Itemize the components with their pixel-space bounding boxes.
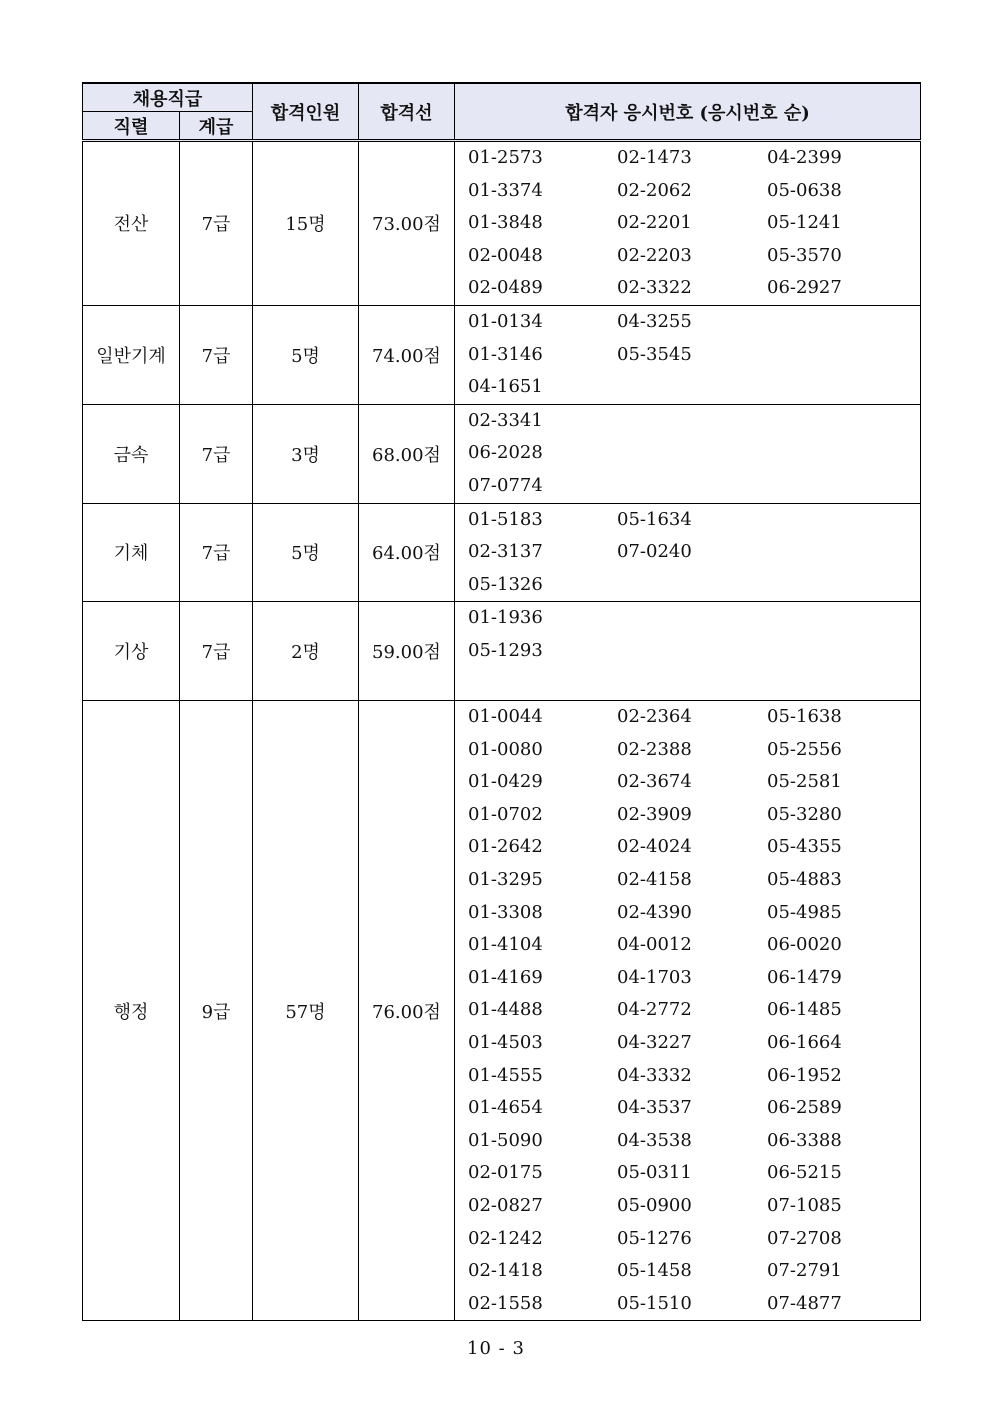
candidate-number: 02-1242 xyxy=(468,1227,543,1249)
candidate-numbers-cell xyxy=(455,602,921,701)
cutoff-cell: 68.00점 xyxy=(359,404,455,503)
candidate-number: 04-1651 xyxy=(468,376,543,398)
candidate-number: 01-0080 xyxy=(468,738,543,760)
table-row xyxy=(83,503,921,602)
candidate-number: 02-0489 xyxy=(468,277,543,299)
candidate-number: 02-0827 xyxy=(468,1195,543,1216)
candidate-number: 01-0429 xyxy=(468,771,543,793)
candidate-number xyxy=(767,668,907,701)
number-line xyxy=(455,536,920,569)
candidate-number: 02-4390 xyxy=(617,901,692,923)
candidate-number xyxy=(455,668,617,701)
job-cell: 기상 xyxy=(83,602,180,701)
candidate-number: 05-4985 xyxy=(767,901,842,923)
number-line xyxy=(455,1223,920,1256)
candidate-number: 02-4158 xyxy=(617,869,692,891)
candidate-number: 04-2399 xyxy=(767,147,842,168)
candidate-number: 05-4883 xyxy=(767,869,842,891)
candidate-number: 02-2203 xyxy=(617,244,692,266)
candidate-number: 01-4104 xyxy=(468,934,543,956)
candidate-number xyxy=(767,405,907,438)
number-line xyxy=(455,635,920,668)
candidate-number: 05-1241 xyxy=(767,212,842,234)
table-body xyxy=(83,141,921,1321)
candidate-number xyxy=(617,437,767,470)
number-line xyxy=(455,1125,920,1158)
number-line xyxy=(455,897,920,930)
candidate-number: 04-0012 xyxy=(617,934,692,956)
candidate-number: 01-4169 xyxy=(468,966,543,988)
table-row xyxy=(83,701,921,1321)
candidate-number: 05-1510 xyxy=(617,1292,692,1314)
candidate-number: 05-3570 xyxy=(767,244,842,266)
job-cell: 금속 xyxy=(83,404,180,503)
candidate-number xyxy=(617,569,767,602)
candidate-number: 02-4024 xyxy=(617,836,692,858)
candidate-number xyxy=(617,405,767,438)
candidate-number: 01-5090 xyxy=(468,1129,543,1151)
candidate-number xyxy=(767,371,907,404)
candidate-number: 06-5215 xyxy=(767,1162,842,1184)
number-line xyxy=(455,339,920,372)
number-line xyxy=(455,864,920,897)
count-cell: 3명 xyxy=(253,404,359,503)
candidate-number xyxy=(767,437,907,470)
count-cell: 5명 xyxy=(253,305,359,404)
candidate-number: 06-1952 xyxy=(767,1064,842,1086)
number-line xyxy=(455,831,920,864)
count-cell: 57명 xyxy=(253,701,359,1321)
candidate-number: 02-3322 xyxy=(617,277,692,299)
grade-cell: 9급 xyxy=(180,701,253,1321)
count-cell: 15명 xyxy=(253,141,359,306)
candidate-number: 04-3537 xyxy=(617,1097,692,1119)
number-line xyxy=(455,962,920,995)
page-number: 10 - 3 xyxy=(467,1338,525,1359)
number-line xyxy=(455,470,920,503)
number-line xyxy=(455,734,920,767)
candidate-numbers-cell xyxy=(455,701,921,1321)
number-line xyxy=(455,1255,920,1288)
candidate-number: 07-2791 xyxy=(767,1260,842,1282)
number-line xyxy=(455,701,920,734)
candidate-number: 02-2364 xyxy=(617,706,692,728)
candidate-number: 01-3848 xyxy=(468,212,543,234)
candidate-number: 05-0311 xyxy=(617,1162,692,1184)
grade-cell: 7급 xyxy=(180,141,253,306)
candidate-number: 01-5183 xyxy=(468,508,543,530)
candidate-number: 01-2642 xyxy=(468,836,543,858)
candidate-number: 04-3255 xyxy=(617,310,692,332)
header-group: 채용직급 xyxy=(83,83,253,112)
grade-cell: 7급 xyxy=(180,503,253,602)
candidate-number: 06-2589 xyxy=(767,1097,842,1119)
candidate-number: 01-4503 xyxy=(468,1032,543,1054)
candidate-number: 02-2388 xyxy=(617,738,692,760)
candidate-number: 02-1418 xyxy=(468,1260,543,1282)
candidate-number: 05-1326 xyxy=(468,573,543,595)
table-row xyxy=(83,141,921,306)
number-line xyxy=(455,272,920,305)
candidate-number: 01-3308 xyxy=(468,901,543,923)
candidate-number: 01-0134 xyxy=(468,310,543,332)
candidate-number: 01-0044 xyxy=(468,706,543,728)
candidate-number xyxy=(767,470,907,503)
candidate-number: 04-3538 xyxy=(617,1129,692,1151)
candidate-number: 01-3295 xyxy=(468,869,543,891)
job-cell: 행정 xyxy=(83,701,180,1321)
candidate-number: 05-0900 xyxy=(617,1195,692,1216)
cutoff-cell: 64.00점 xyxy=(359,503,455,602)
candidate-number: 01-4654 xyxy=(468,1097,543,1119)
candidate-number: 01-4488 xyxy=(468,999,543,1021)
candidate-number: 05-1634 xyxy=(617,508,692,530)
number-line xyxy=(455,602,920,635)
candidate-number: 04-3227 xyxy=(617,1032,692,1054)
candidate-number: 02-2201 xyxy=(617,212,692,234)
header-grade: 계급 xyxy=(180,112,253,141)
candidate-number: 02-3674 xyxy=(617,771,692,793)
candidate-number: 06-0020 xyxy=(767,934,842,956)
job-cell: 일반기계 xyxy=(83,305,180,404)
number-line xyxy=(455,306,920,339)
candidate-number: 05-1638 xyxy=(767,706,842,728)
candidate-number xyxy=(767,306,907,339)
candidate-numbers-cell xyxy=(455,305,921,404)
number-line xyxy=(455,569,920,602)
number-line xyxy=(455,240,920,273)
candidate-number: 01-4555 xyxy=(468,1064,543,1086)
number-line xyxy=(455,1157,920,1190)
number-line xyxy=(455,142,920,175)
job-cell: 전산 xyxy=(83,141,180,306)
candidate-number: 01-2573 xyxy=(468,147,543,168)
table-row xyxy=(83,305,921,404)
candidate-number: 06-1485 xyxy=(767,999,842,1021)
grade-cell: 7급 xyxy=(180,305,253,404)
candidate-numbers-cell xyxy=(455,141,921,306)
candidate-number: 07-2708 xyxy=(767,1227,842,1249)
candidate-number: 04-1703 xyxy=(617,966,692,988)
cutoff-cell: 76.00점 xyxy=(359,701,455,1321)
candidate-number: 02-3909 xyxy=(617,803,692,825)
candidate-number: 06-1479 xyxy=(767,966,842,988)
candidate-number: 07-1085 xyxy=(767,1195,842,1216)
number-line xyxy=(455,437,920,470)
number-line xyxy=(455,766,920,799)
candidate-number xyxy=(767,635,907,668)
cutoff-cell: 74.00점 xyxy=(359,305,455,404)
candidate-number: 01-1936 xyxy=(468,607,543,629)
candidate-number xyxy=(767,339,907,372)
candidate-number xyxy=(767,569,907,602)
number-line xyxy=(455,175,920,208)
candidate-number: 05-1293 xyxy=(468,639,543,661)
number-line xyxy=(455,929,920,962)
candidate-number: 04-3332 xyxy=(617,1064,692,1086)
header-count: 합격인원 xyxy=(253,83,359,141)
candidate-number: 05-3545 xyxy=(617,343,692,365)
results-table xyxy=(82,82,921,1321)
candidate-number: 06-3388 xyxy=(767,1129,842,1151)
candidate-number: 01-3374 xyxy=(468,179,543,201)
candidate-number: 02-3341 xyxy=(468,409,543,431)
candidate-number: 01-0702 xyxy=(468,803,543,825)
header-numbers: 합격자 응시번호 (응시번호 순) xyxy=(455,83,921,141)
table-header xyxy=(83,83,921,141)
header-cutoff: 합격선 xyxy=(359,83,455,141)
table-row xyxy=(83,602,921,701)
candidate-number: 06-2028 xyxy=(468,442,543,464)
number-line xyxy=(455,799,920,832)
candidate-number xyxy=(617,470,767,503)
number-line xyxy=(455,504,920,537)
candidate-number: 02-1473 xyxy=(617,147,692,168)
candidate-number xyxy=(617,371,767,404)
candidate-number xyxy=(767,504,907,537)
candidate-number xyxy=(617,635,767,668)
cutoff-cell: 59.00점 xyxy=(359,602,455,701)
candidate-number: 04-2772 xyxy=(617,999,692,1021)
candidate-number: 05-2581 xyxy=(767,771,842,793)
candidate-number: 05-1276 xyxy=(617,1227,692,1249)
candidate-number xyxy=(767,536,907,569)
number-line xyxy=(455,405,920,438)
candidate-numbers-cell xyxy=(455,503,921,602)
number-line xyxy=(455,207,920,240)
candidate-number: 05-0638 xyxy=(767,179,842,201)
number-line xyxy=(455,1060,920,1093)
candidate-number: 06-1664 xyxy=(767,1032,842,1054)
candidate-number: 02-2062 xyxy=(617,179,692,201)
candidate-number: 07-0240 xyxy=(617,541,692,563)
number-line xyxy=(455,1027,920,1060)
candidate-number: 05-1458 xyxy=(617,1260,692,1282)
count-cell: 5명 xyxy=(253,503,359,602)
candidate-number: 01-3146 xyxy=(468,343,543,365)
table-row xyxy=(83,404,921,503)
grade-cell: 7급 xyxy=(180,404,253,503)
candidate-number: 02-0175 xyxy=(468,1162,543,1184)
candidate-number: 05-3280 xyxy=(767,803,842,825)
header-job: 직렬 xyxy=(83,112,180,141)
grade-cell: 7급 xyxy=(180,602,253,701)
number-line xyxy=(455,668,920,701)
number-line xyxy=(455,371,920,404)
candidate-number: 06-2927 xyxy=(767,277,842,299)
candidate-number: 07-0774 xyxy=(468,474,543,496)
candidate-number: 02-1558 xyxy=(468,1292,543,1314)
candidate-number xyxy=(767,602,907,635)
candidate-number: 05-4355 xyxy=(767,836,842,858)
results-sheet xyxy=(82,82,920,1321)
number-line xyxy=(455,1190,920,1223)
candidate-number xyxy=(617,602,767,635)
cutoff-cell: 73.00점 xyxy=(359,141,455,306)
candidate-number: 07-4877 xyxy=(767,1292,842,1314)
number-line xyxy=(455,994,920,1027)
number-line xyxy=(455,1092,920,1125)
candidate-numbers-cell xyxy=(455,404,921,503)
count-cell: 2명 xyxy=(253,602,359,701)
number-line xyxy=(455,1288,920,1321)
candidate-number: 02-0048 xyxy=(468,244,543,266)
candidate-number: 02-3137 xyxy=(468,541,543,563)
candidate-number xyxy=(617,668,767,701)
candidate-number: 05-2556 xyxy=(767,738,842,760)
job-cell: 기체 xyxy=(83,503,180,602)
